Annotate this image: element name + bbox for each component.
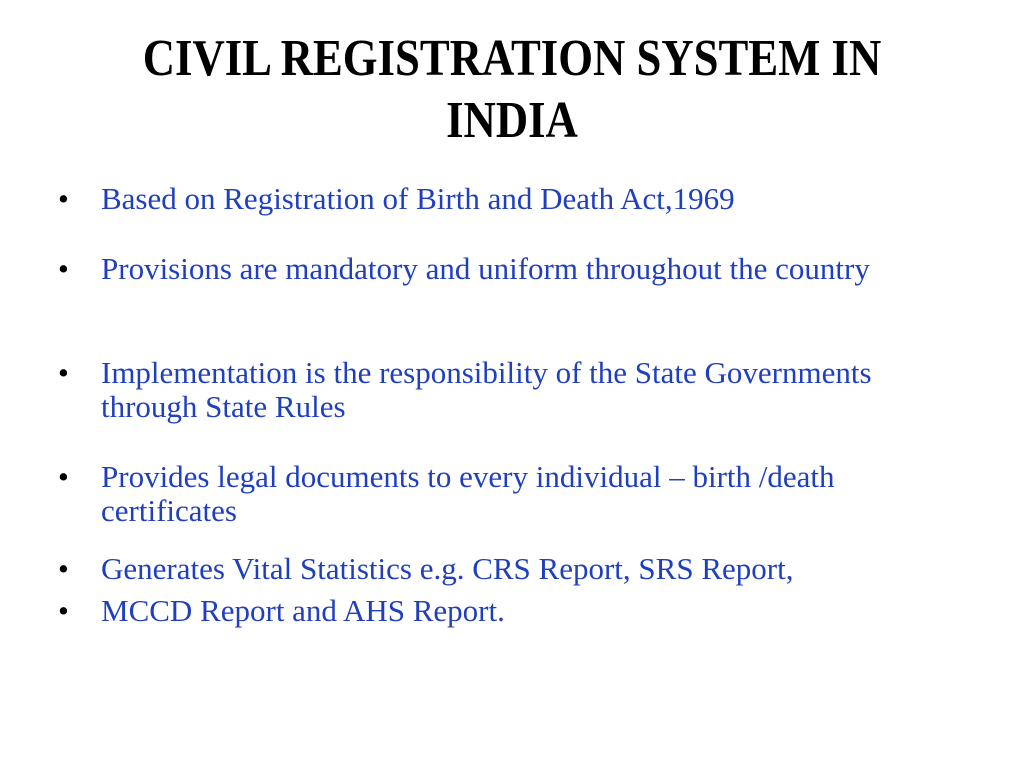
bullet-item-reports [58, 594, 958, 628]
bullet-dot-icon: • [58, 593, 69, 628]
bullet-dot-icon: • [58, 181, 69, 216]
slide-title: CIVIL REGISTRATION SYSTEM IN INDIA [142, 30, 882, 149]
bullet-dot-icon: • [58, 355, 69, 390]
bullet-text: Based on Registration of Birth and Death Act,1969 [101, 181, 735, 216]
bullet-item-legal-documents [58, 460, 958, 528]
bullet-item-legal-basis [58, 182, 958, 216]
bullet-item-implementation [58, 356, 958, 424]
bullet-dot-icon: • [58, 459, 69, 494]
bullet-item-provisions [58, 252, 958, 286]
bullet-dot-icon: • [58, 251, 69, 286]
bullet-text: MCCD Report and AHS Report. [101, 593, 505, 628]
bullet-text: Implementation is the responsibility of the State Governments through State Rules [101, 355, 872, 424]
bullet-item-vital-statistics [58, 552, 958, 586]
bullet-text: Provides legal documents to every individual – birth /death certificates [101, 459, 835, 528]
bullet-dot-icon: • [58, 551, 69, 586]
bullet-text: Generates Vital Statistics e.g. CRS Report, SRS Report, [101, 551, 794, 586]
bullet-text: Provisions are mandatory and uniform throughout the country [101, 251, 870, 286]
